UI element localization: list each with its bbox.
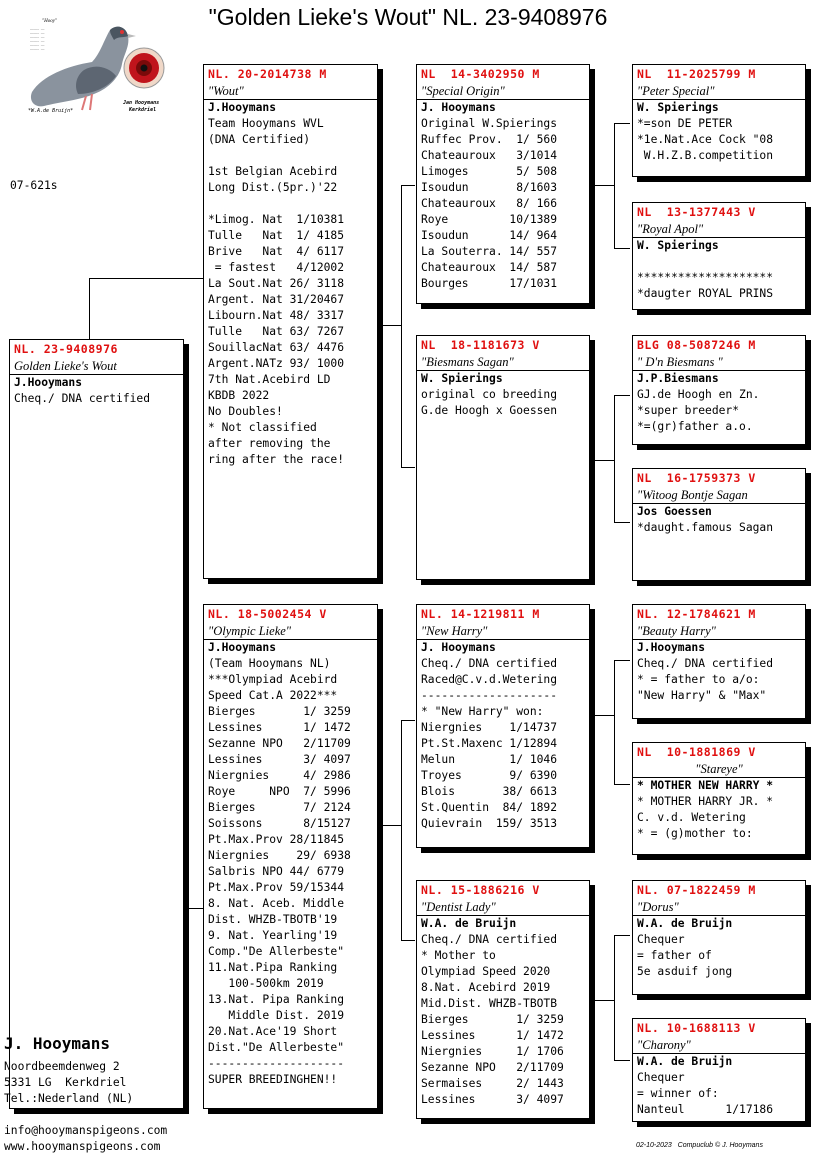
- ring-number: NL 13-1377443 V: [637, 205, 756, 219]
- info-line: Bierges 1/ 3259: [421, 1013, 564, 1026]
- website-link[interactable]: www.hooymanspigeons.com: [4, 1140, 161, 1153]
- sss-card: [632, 64, 806, 177]
- info-line: No Doubles!: [208, 405, 283, 418]
- info-line: ********************: [637, 271, 774, 284]
- info-line: Sezanne NPO 2/11709: [421, 1061, 564, 1074]
- page-title: "Golden Lieke's Wout" NL. 23-9408976: [208, 4, 608, 30]
- info-line: Lessines 1/ 1472: [208, 721, 351, 734]
- ring-number: NL. 12-1784621 M: [637, 607, 756, 621]
- info-line: * Not classified: [208, 421, 317, 434]
- info-line: [208, 148, 373, 164]
- svg-text:————— ——: ————— ——: [30, 27, 45, 31]
- svg-text:————— ——: ————— ——: [30, 47, 45, 51]
- info-line: * "New Harry" won:: [421, 705, 544, 718]
- info-line: 8. Nat. Aceb. Middle: [208, 897, 345, 910]
- ring-number: NL 10-1881869 V: [637, 745, 756, 759]
- owner: W. Spierings: [637, 239, 719, 252]
- dam-sire-card: [416, 604, 590, 848]
- info-line: = winner of:: [637, 1087, 719, 1100]
- info-line: Pt.Max.Prov 59/15344: [208, 881, 345, 894]
- ddd-card: [632, 1018, 806, 1122]
- info-line: Roye NPO 7/ 5996: [208, 785, 351, 798]
- owner: J.Hooymans: [14, 376, 83, 389]
- info-line: Sezanne NPO 2/11709: [208, 737, 351, 750]
- svg-text:Jan Hooymans: Jan Hooymans: [123, 100, 160, 106]
- info-line: Quievrain 159/ 3513: [421, 817, 558, 830]
- info-lines: [633, 794, 805, 842]
- info-line: 13.Nat. Pipa Ranking: [208, 993, 345, 1006]
- loft-address-line: Noordbeemdenweg 2: [4, 1060, 120, 1073]
- info-line: Libourn.Nat 48/ 3317: [208, 309, 345, 322]
- info-line: Bourges 17/1031: [421, 277, 558, 290]
- subject-card: [9, 339, 184, 1109]
- info-lines: [633, 116, 805, 164]
- info-line: *daugter ROYAL PRINS: [637, 287, 774, 300]
- info-line: *daught.famous Sagan: [637, 521, 774, 534]
- info-lines: [633, 387, 805, 435]
- ring-number: NL. 07-1822459 M: [637, 883, 756, 897]
- info-line: (DNA Certified): [208, 133, 311, 146]
- info-lines: [633, 932, 805, 980]
- info-line: 7th Nat.Acebird LD: [208, 373, 331, 386]
- info-line: Brive Nat 4/ 6117: [208, 245, 345, 258]
- dsd-card: [632, 742, 806, 855]
- info-line: G.de Hoogh x Goessen: [421, 404, 558, 417]
- owner: J. Hooymans: [421, 641, 496, 654]
- info-line: St.Quentin 84/ 1892: [421, 801, 558, 814]
- info-line: Sermaises 2/ 1443: [421, 1077, 564, 1090]
- info-line: Long Dist.(5pr.)'22: [208, 181, 338, 194]
- info-line: Chateauroux 14/ 587: [421, 261, 558, 274]
- info-line: Argent.NATz 93/ 1000: [208, 357, 345, 370]
- owner: W. Spierings: [421, 372, 503, 385]
- info-lines: [204, 656, 377, 1088]
- info-line: KBDB 2022: [208, 389, 270, 402]
- sire-card: [203, 64, 378, 579]
- info-line: Chequer: [637, 1071, 685, 1084]
- footer-credit: 02-10-2023 Compuclub © J. Hooymans: [636, 1142, 763, 1149]
- info-line: [208, 196, 373, 212]
- owner: J.Hooymans: [208, 101, 277, 114]
- info-line: Roye 10/1389: [421, 213, 558, 226]
- info-line: Bierges 1/ 3259: [208, 705, 351, 718]
- pigeon-name: "Olympic Lieke": [204, 622, 377, 640]
- info-line: Mid.Dist. WHZB-TBOTB: [421, 997, 558, 1010]
- info-line: *Limog. Nat 1/10381: [208, 213, 345, 226]
- info-line: Niergnies 1/14737: [421, 721, 558, 734]
- info-line: Niergnies 29/ 6938: [208, 849, 351, 862]
- info-lines: [417, 116, 589, 292]
- info-line: Isoudun 14/ 964: [421, 229, 558, 242]
- ring-number: NL. 18-5002454 V: [208, 607, 327, 621]
- ring-number: NL. 14-1219811 M: [421, 607, 540, 621]
- owner: J.P.Biesmans: [637, 372, 719, 385]
- loft-address-line: 5331 LG Kerkdriel: [4, 1076, 127, 1089]
- info-line: Chateauroux 3/1014: [421, 149, 558, 162]
- pigeon-name: " D'n Biesmans ": [633, 353, 805, 371]
- side-code: 07-621s: [10, 179, 58, 192]
- info-line: Cheq./ DNA certified: [637, 657, 774, 670]
- info-line: "New Harry" & "Max": [637, 689, 767, 702]
- info-line: Pt.Max.Prov 28/11845: [208, 833, 345, 846]
- dss-card: [632, 604, 806, 719]
- info-line: * = father to a/o:: [637, 673, 760, 686]
- pigeon-name: "Peter Special": [633, 82, 805, 100]
- info-line: C. v.d. Wetering: [637, 811, 746, 824]
- info-line: Chateauroux 8/ 166: [421, 197, 558, 210]
- info-line: W.H.Z.B.competition: [637, 149, 774, 162]
- sds-card: [632, 335, 806, 445]
- info-line: Lessines 1/ 1472: [421, 1029, 564, 1042]
- svg-text:————— ——: ————— ——: [30, 35, 45, 39]
- info-line: *=(gr)father a.o.: [637, 420, 753, 433]
- dam-card: [203, 604, 378, 1109]
- info-line: Team Hooymans WVL: [208, 117, 324, 130]
- info-line: 5e asduif jong: [637, 965, 733, 978]
- info-line: ring after the race!: [208, 453, 345, 466]
- info-line: original co breeding: [421, 388, 558, 401]
- ring-number: NL. 15-1886216 V: [421, 883, 540, 897]
- info-line: Salbris NPO 44/ 6779: [208, 865, 345, 878]
- info-line: Blois 38/ 6613: [421, 785, 558, 798]
- info-line: 11.Nat.Pipa Ranking: [208, 961, 338, 974]
- info-line: Melun 1/ 1046: [421, 753, 558, 766]
- info-line: Speed Cat.A 2022***: [208, 689, 338, 702]
- ssd-card: [632, 202, 806, 310]
- pigeon-name: "Biesmans Sagan": [417, 353, 589, 371]
- info-line: [637, 254, 801, 270]
- info-line: = fastest 4/12002: [208, 261, 345, 274]
- info-line: *super breeder*: [637, 404, 740, 417]
- info-line: Isoudun 8/1603: [421, 181, 558, 194]
- info-line: Tulle Nat 1/ 4185: [208, 229, 345, 242]
- info-line: Niergnies 4/ 2986: [208, 769, 351, 782]
- info-line: Cheq./ DNA certified: [421, 933, 558, 946]
- pigeon-name: "New Harry": [417, 622, 589, 640]
- info-line: La Souterra. 14/ 557: [421, 245, 558, 258]
- owner: W. Spierings: [637, 101, 719, 114]
- owner: J. Hooymans: [421, 101, 496, 114]
- info-lines: [633, 520, 805, 536]
- info-line: Chequer: [637, 933, 685, 946]
- pigeon-name: "Dorus": [633, 898, 805, 916]
- info-line: SUPER BREEDINGHEN!!: [208, 1073, 338, 1086]
- svg-text:————— ——: ————— ——: [30, 39, 45, 43]
- info-line: 1st Belgian Acebird: [208, 165, 338, 178]
- info-line: * Mother to: [421, 949, 496, 962]
- owner: * MOTHER NEW HARRY *: [637, 779, 774, 792]
- info-line: ***Olympiad Acebird: [208, 673, 338, 686]
- svg-text:"Hooy": "Hooy": [42, 19, 58, 24]
- info-line: * MOTHER HARRY JR. *: [637, 795, 774, 808]
- pigeon-name: Golden Lieke's Wout: [10, 357, 183, 375]
- info-line: Limoges 5/ 508: [421, 165, 558, 178]
- info-line: after removing the: [208, 437, 331, 450]
- info-lines: [633, 1070, 805, 1118]
- sdd-card: [632, 468, 806, 581]
- pigeon-name: "Dentist Lady": [417, 898, 589, 916]
- ring-number: NL 14-3402950 M: [421, 67, 540, 81]
- ring-number: NL 16-1759373 V: [637, 471, 756, 485]
- info-line: Ruffec Prov. 1/ 560: [421, 133, 558, 146]
- ring-number: NL. 23-9408976: [14, 342, 118, 356]
- pigeon-name: "Stareye": [633, 760, 805, 778]
- email-link[interactable]: info@hooymanspigeons.com: [4, 1124, 168, 1137]
- info-line: 100-500km 2019: [208, 977, 324, 990]
- info-line: Lessines 3/ 4097: [421, 1093, 564, 1106]
- pigeon-name: "Witoog Bontje Sagan: [633, 486, 805, 504]
- pigeon-name: "Charony": [633, 1036, 805, 1054]
- info-line: 20.Nat.Ace'19 Short: [208, 1025, 338, 1038]
- info-lines: [633, 656, 805, 704]
- sire-sire-card: [416, 64, 590, 304]
- ring-number: NL. 20-2014738 M: [208, 67, 327, 81]
- info-line: Niergnies 1/ 1706: [421, 1045, 564, 1058]
- info-line: Pt.St.Maxenc 1/12894: [421, 737, 558, 750]
- info-line: Soissons 8/15127: [208, 817, 351, 830]
- svg-text:————— ——: ————— ——: [30, 43, 45, 47]
- info-line: * = (g)mother to:: [637, 827, 753, 840]
- info-line: Middle Dist. 2019: [208, 1009, 345, 1022]
- info-line: *1e.Nat.Ace Cock "08: [637, 133, 774, 146]
- info-line: Dist. WHZB-TBOTB'19: [208, 913, 338, 926]
- pigeon-name: "Beauty Harry": [633, 622, 805, 640]
- info-line: (Team Hooymans NL): [208, 657, 331, 670]
- ring-number: BLG 08-5087246 M: [637, 338, 756, 352]
- info-line: Argent. Nat 31/20467: [208, 293, 345, 306]
- dam-dam-card: [416, 880, 590, 1119]
- info-lines: [417, 656, 589, 832]
- info-line: 8.Nat. Acebird 2019: [421, 981, 551, 994]
- sire-dam-card: [416, 335, 590, 580]
- owner: Jos Goessen: [637, 505, 712, 518]
- info-line: Original W.Spierings: [421, 117, 558, 130]
- loft-name: J. Hooymans: [4, 1034, 110, 1053]
- info-line: *=son DE PETER: [637, 117, 733, 130]
- owner: J.Hooymans: [208, 641, 277, 654]
- info-lines: [204, 116, 377, 468]
- info-line: Comp."De Allerbeste": [208, 945, 345, 958]
- info-line: La Sout.Nat 26/ 3118: [208, 277, 345, 290]
- info-line: Bierges 7/ 2124: [208, 801, 351, 814]
- owner: W.A. de Bruijn: [637, 917, 733, 930]
- info-line: --------------------: [208, 1057, 345, 1070]
- info-line: GJ.de Hoogh en Zn.: [637, 388, 760, 401]
- info-lines: [633, 254, 805, 302]
- info-line: = father of: [637, 949, 712, 962]
- info-line: 9. Nat. Yearling'19: [208, 929, 338, 942]
- loft-address-line: Tel.:Nederland (NL): [4, 1092, 134, 1105]
- ring-number: NL 18-1181673 V: [421, 338, 540, 352]
- info-lines: [417, 932, 589, 1108]
- svg-text:*W.A.de Bruijn*: *W.A.de Bruijn*: [28, 108, 74, 114]
- info-line: Cheq./ DNA certified: [14, 392, 151, 405]
- owner: W.A. de Bruijn: [421, 917, 517, 930]
- info-line: Raced@C.v.d.Wetering: [421, 673, 558, 686]
- info-line: Olympiad Speed 2020: [421, 965, 551, 978]
- info-line: Nanteul 1/17186: [637, 1103, 774, 1116]
- ring-number: NL 11-2025799 M: [637, 67, 756, 81]
- pigeon-name: "Royal Apol": [633, 220, 805, 238]
- pigeon-name: "Special Origin": [417, 82, 589, 100]
- owner: J.Hooymans: [637, 641, 706, 654]
- pigeon-name: "Wout": [204, 82, 377, 100]
- info-lines: [417, 387, 589, 419]
- dds-card: [632, 880, 806, 995]
- info-line: Lessines 3/ 4097: [208, 753, 351, 766]
- info-line: Troyes 9/ 6390: [421, 769, 558, 782]
- ring-number: NL. 10-1688113 V: [637, 1021, 756, 1035]
- info-line: Cheq./ DNA certified: [421, 657, 558, 670]
- info-line: SouillacNat 63/ 4476: [208, 341, 345, 354]
- info-line: --------------------: [421, 689, 558, 702]
- pigeon-logo: [22, 14, 172, 122]
- svg-text:————— ——: ————— ——: [30, 31, 45, 35]
- info-line: Dist."De Allerbeste": [208, 1041, 345, 1054]
- svg-text:Kerkdriel: Kerkdriel: [129, 107, 157, 113]
- info-line: Tulle Nat 63/ 7267: [208, 325, 345, 338]
- owner: W.A. de Bruijn: [637, 1055, 733, 1068]
